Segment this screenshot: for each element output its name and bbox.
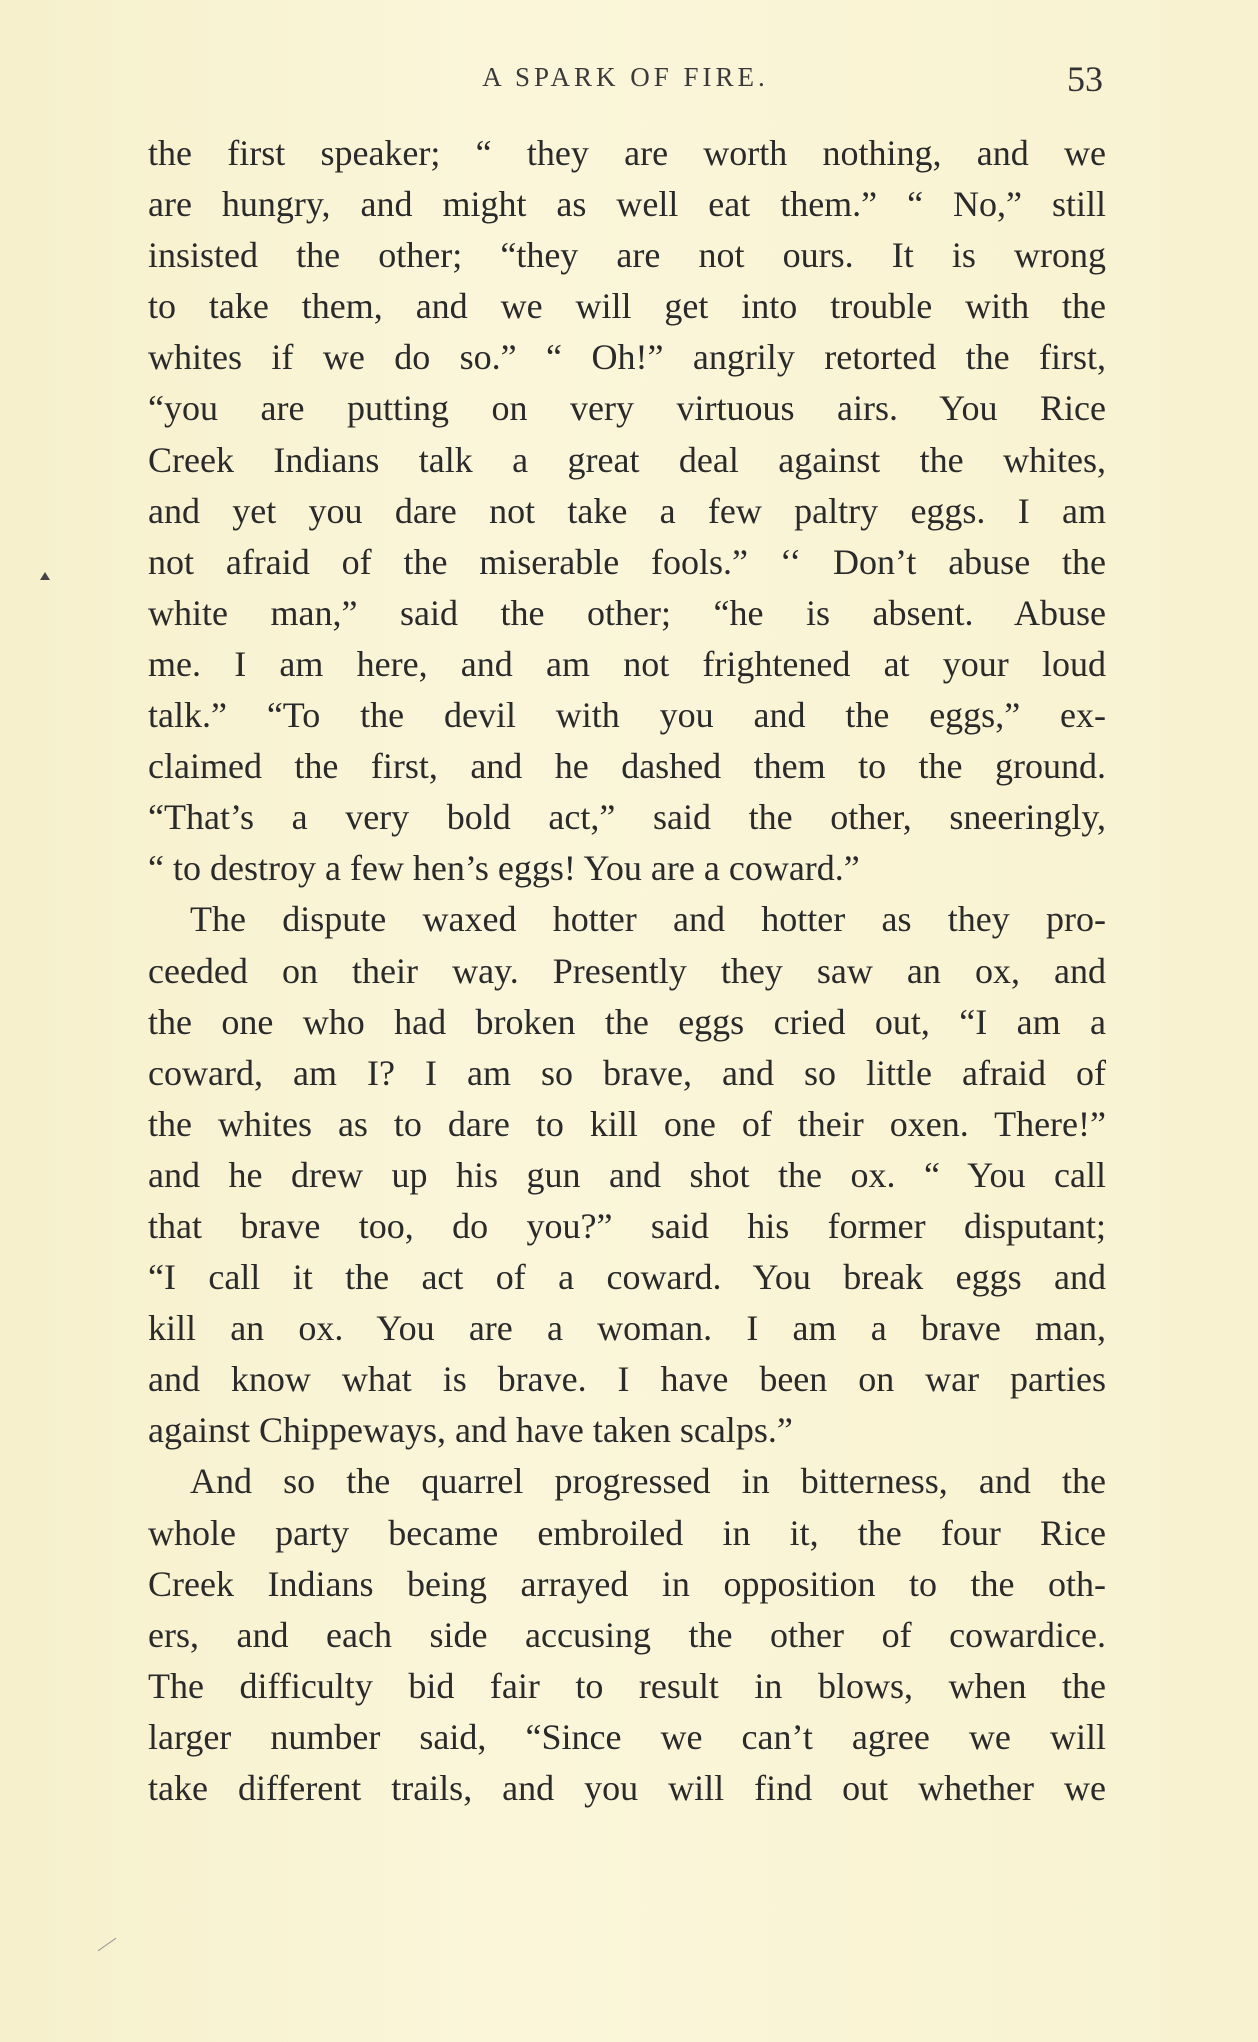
text-line: “That’s a very bold act,” said the other, sneeringly,: [148, 797, 1106, 838]
text-line: and he drew up his gun and shot the ox. “ You call: [148, 1154, 1106, 1195]
paragraph-start-line: The dispute waxed hotter and hotter as they pro-: [190, 899, 1106, 940]
text-line: white man,” said the other; “he is absent. Abuse: [148, 592, 1106, 633]
text-line: “ to destroy a few hen’s eggs! You are a coward.”: [148, 848, 860, 889]
text-line: Creek Indians talk a great deal against the whites,: [148, 439, 1106, 480]
text-line: not afraid of the miserable fools.” ‘‘ Don’t abuse the: [148, 541, 1106, 582]
text-line: me. I am here, and am not frightened at your loud: [148, 643, 1106, 684]
running-title: A SPARK OF FIRE.: [482, 62, 769, 92]
text-line: that brave too, do you?” said his former disputant;: [148, 1205, 1106, 1246]
text-line: Creek Indians being arrayed in opposition to the oth-: [148, 1563, 1106, 1604]
margin-mark-icon: [40, 572, 50, 580]
text-line: kill an ox. You are a woman. I am a brave man,: [148, 1308, 1106, 1349]
text-line: to take them, and we will get into trouble with the: [148, 286, 1106, 327]
text-line: and yet you dare not take a few paltry eggs. I am: [148, 490, 1106, 531]
text-line: larger number said, “Since we can’t agree we will: [148, 1716, 1106, 1757]
text-line: are hungry, and might as well eat them.” “ No,” still: [148, 184, 1106, 225]
text-line: ceeded on their way. Presently they saw an ox, and: [148, 950, 1106, 991]
paragraph-start-line: And so the quarrel progressed in bitterness, and the: [190, 1461, 1106, 1502]
text-line: against Chippeways, and have taken scalps.”: [148, 1410, 793, 1451]
text-line: The difficulty bid fair to result in blows, when the: [148, 1665, 1106, 1706]
page-header: [148, 59, 1103, 106]
text-line: insisted the other; “they are not ours. It is wrong: [148, 235, 1106, 276]
body-text: [148, 128, 1106, 1814]
text-line: whites if we do so.” “ Oh!” angrily retorted the first,: [148, 337, 1106, 378]
text-line: ers, and each side accusing the other of cowardice.: [148, 1614, 1106, 1655]
text-line: whole party became embroiled in it, the four Rice: [148, 1512, 1106, 1553]
text-line: coward, am I? I am so brave, and so little afraid of: [148, 1052, 1106, 1093]
text-line: “I call it the act of a coward. You break eggs and: [148, 1257, 1106, 1298]
text-line: the first speaker; “ they are worth nothing, and we: [148, 133, 1106, 173]
text-line: the whites as to dare to kill one of their oxen. There!”: [148, 1103, 1106, 1144]
text-line: take different trails, and you will find out whether we: [148, 1768, 1106, 1808]
text-line: and know what is brave. I have been on war parties: [148, 1359, 1106, 1400]
text-line: talk.” “To the devil with you and the eggs,” ex-: [148, 695, 1106, 736]
page-number: 53: [1067, 59, 1103, 99]
text-line: the one who had broken the eggs cried out, “I am a: [148, 1001, 1106, 1042]
pencil-mark-icon: [98, 1938, 117, 1951]
text-line: claimed the first, and he dashed them to the ground.: [148, 746, 1106, 787]
text-line: “you are putting on very virtuous airs. You Rice: [148, 388, 1106, 429]
